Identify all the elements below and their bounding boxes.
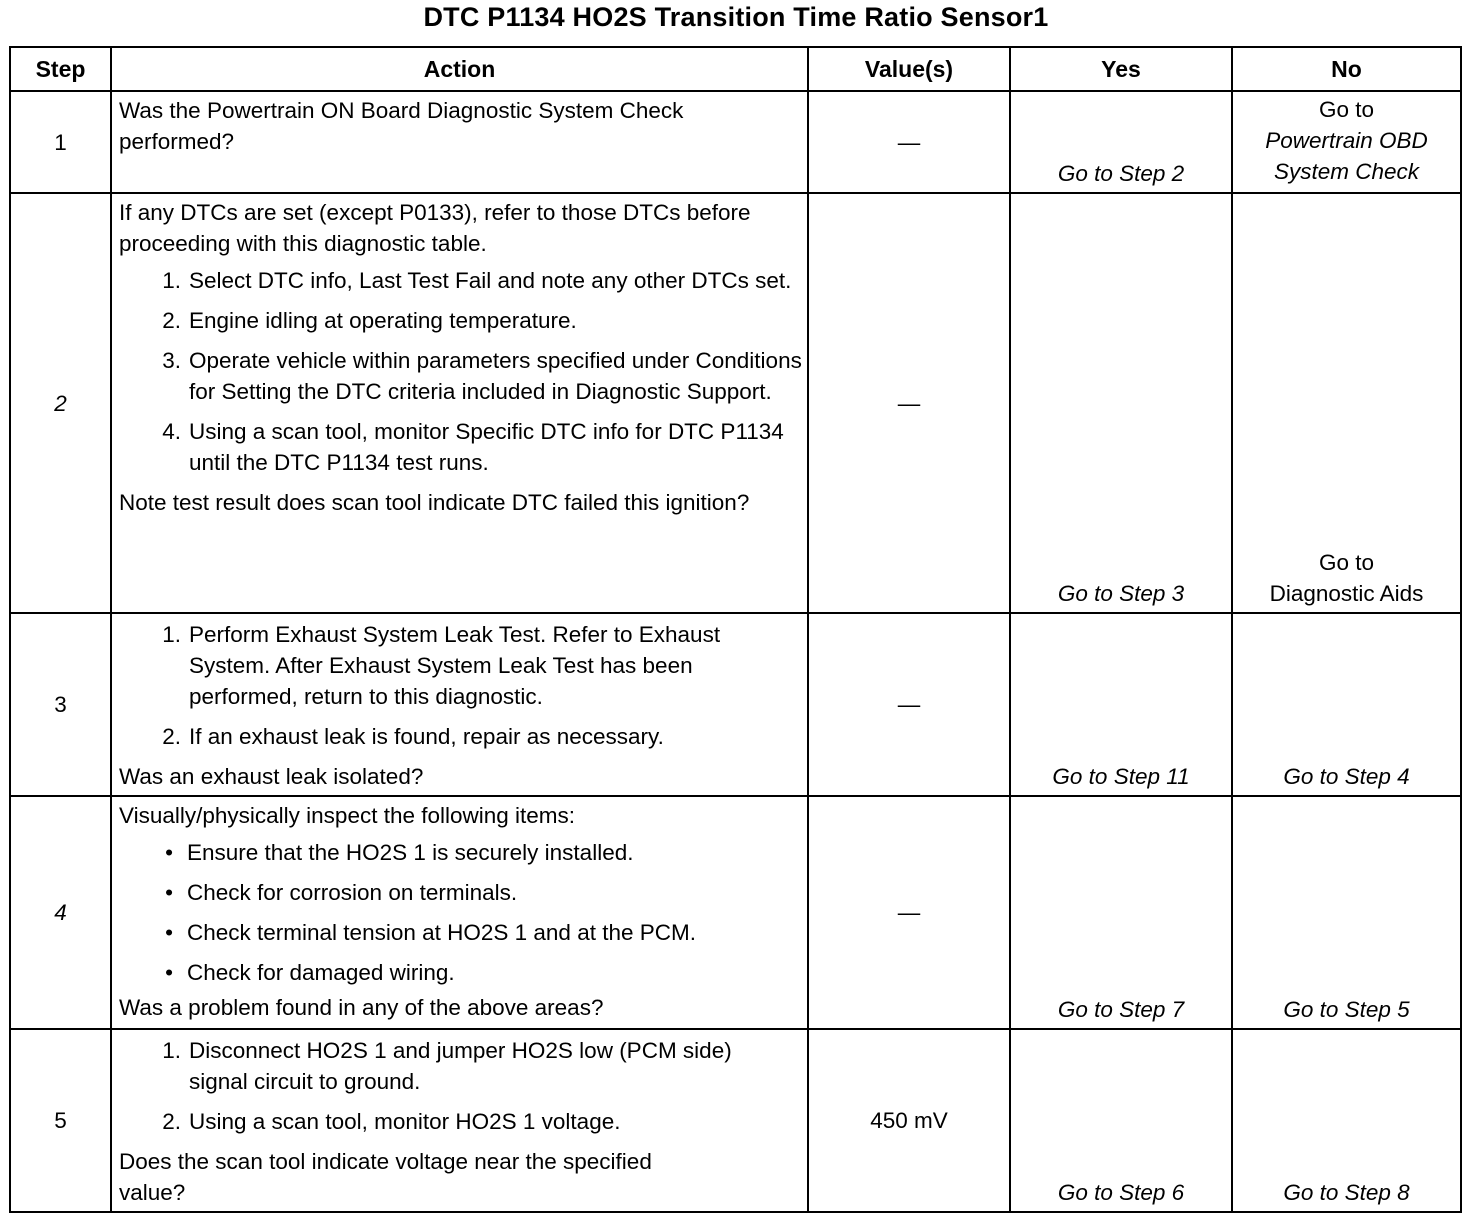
header-action: Action — [111, 47, 808, 91]
action-cell — [111, 613, 808, 796]
action-cell — [111, 1029, 808, 1212]
list-item: • Ensure that the HO2S 1 is securely installed. — [165, 840, 634, 865]
list-item: 2. If an exhaust leak is found, repair as necessary. — [162, 724, 664, 749]
action-question: Does the scan tool indicate voltage near the specified value? — [119, 1149, 652, 1205]
numbered-list — [119, 619, 803, 752]
list-item: • Check terminal tension at HO2S 1 and at the PCM. — [165, 920, 696, 945]
table-row — [10, 613, 1461, 796]
value-cell: — — [808, 796, 1010, 1029]
yes-cell: Go to Step 3 — [1010, 193, 1232, 613]
action-cell — [111, 796, 808, 1029]
header-yes: Yes — [1010, 47, 1232, 91]
yes-cell: Go to Step 11 — [1010, 613, 1232, 796]
no-cell — [1232, 91, 1461, 193]
header-no: No — [1232, 47, 1461, 91]
list-item: 1. Disconnect HO2S 1 and jumper HO2S low (PCM side) signal circuit to ground. — [162, 1038, 732, 1094]
bullet-list — [119, 837, 803, 988]
table-row — [10, 91, 1461, 193]
action-question: Was a problem found in any of the above areas? — [119, 995, 604, 1020]
yes-cell: Go to Step 6 — [1010, 1029, 1232, 1212]
list-item: 1. Perform Exhaust System Leak Test. Refer to Exhaust System. After Exhaust System Leak Test has been performed, return to this diagnostic. — [162, 622, 721, 709]
action-question: Note test result does scan tool indicate DTC failed this ignition? — [119, 490, 750, 515]
header-step: Step — [10, 47, 111, 91]
page-title: DTC P1134 HO2S Transition Time Ratio Sensor1 — [423, 2, 1049, 32]
table-row — [10, 796, 1461, 1029]
no-line2: Powertrain OBD System Check — [1265, 128, 1428, 184]
value-cell: 450 mV — [808, 1029, 1010, 1212]
step-number: 5 — [10, 1029, 111, 1212]
no-cell — [1232, 193, 1461, 613]
list-item: • Check for corrosion on terminals. — [165, 880, 518, 905]
action-cell — [111, 193, 808, 613]
table-row — [10, 1029, 1461, 1212]
no-line2: Diagnostic Aids — [1269, 581, 1424, 606]
yes-cell: Go to Step 2 — [1010, 91, 1232, 193]
step-number: 1 — [10, 91, 111, 193]
no-line1: Go to — [1318, 97, 1375, 122]
table-row — [10, 193, 1461, 613]
numbered-list — [119, 265, 803, 478]
step-number: 2 — [10, 193, 111, 613]
action-intro: Visually/physically inspect the following items: — [119, 803, 576, 828]
list-item: • Check for damaged wiring. — [165, 960, 455, 985]
diagnostic-table — [9, 46, 1462, 1213]
list-item: 3. Operate vehicle within parameters specified under Conditions for Setting the DTC criteria included in Diagnostic Support. — [162, 348, 802, 404]
list-item: 2. Engine idling at operating temperature. — [162, 308, 577, 333]
list-item: 4. Using a scan tool, monitor Specific DTC info for DTC P1134 until the DTC P1134 test runs. — [162, 419, 784, 475]
step-number: 4 — [10, 796, 111, 1029]
list-item: 2. Using a scan tool, monitor HO2S 1 voltage. — [162, 1109, 621, 1134]
value-cell: — — [808, 613, 1010, 796]
header-row — [10, 47, 1461, 91]
numbered-list — [119, 1035, 803, 1137]
yes-cell: Go to Step 7 — [1010, 796, 1232, 1029]
no-cell: Go to Step 4 — [1232, 613, 1461, 796]
no-cell: Go to Step 8 — [1232, 1029, 1461, 1212]
action-intro: If any DTCs are set (except P0133), refer to those DTCs before proceeding with this diagnostic table. — [119, 200, 751, 256]
action-question: Was an exhaust leak isolated? — [119, 764, 424, 789]
value-cell: — — [808, 91, 1010, 193]
action-cell — [111, 91, 808, 193]
no-line1: Go to — [1318, 550, 1375, 575]
value-cell: — — [808, 193, 1010, 613]
step-number: 3 — [10, 613, 111, 796]
action-intro: Was the Powertrain ON Board Diagnostic System Check performed? — [119, 98, 684, 154]
header-values: Value(s) — [808, 47, 1010, 91]
list-item: 1. Select DTC info, Last Test Fail and note any other DTCs set. — [162, 268, 792, 293]
no-cell: Go to Step 5 — [1232, 796, 1461, 1029]
